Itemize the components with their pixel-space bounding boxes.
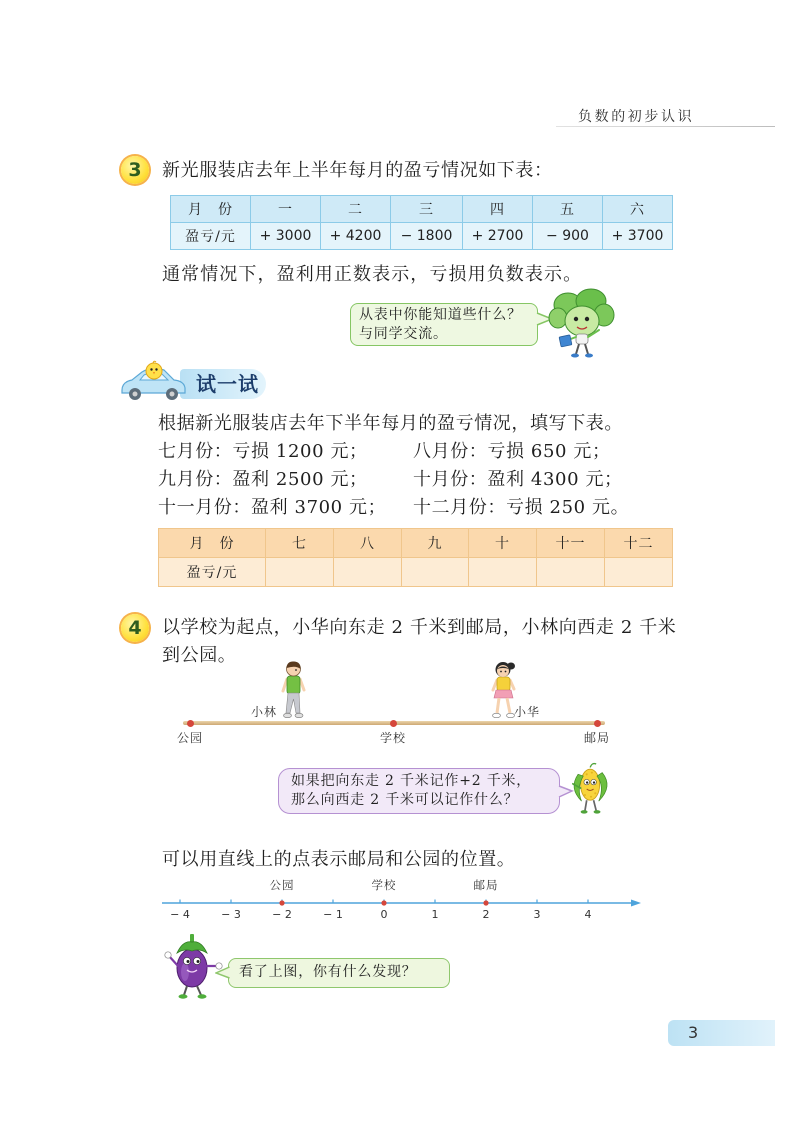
month-cell: 十二 xyxy=(605,529,673,558)
fact-november: 十一月份：盈利 3700 元； xyxy=(158,497,387,518)
first-half-profit-table xyxy=(170,195,673,250)
month-cell: 十一 xyxy=(537,529,605,558)
number-line-tick-label: − 1 xyxy=(323,908,343,921)
value-cell: + 2700 xyxy=(463,223,533,250)
post-office-point xyxy=(594,720,601,727)
month-cell: 六 xyxy=(603,196,673,223)
month-cell: 二 xyxy=(321,196,391,223)
number-line-point-label: 学校 xyxy=(371,878,397,892)
fact-july: 七月份：亏损 1200 元； xyxy=(158,441,368,462)
table-row xyxy=(171,196,673,223)
number-line-point xyxy=(279,900,284,905)
fact-october: 十月份：盈利 4300 元； xyxy=(413,469,623,490)
bubble-line: 从表中你能知道些什么？ xyxy=(359,307,522,323)
number-line-tick-label: − 2 xyxy=(272,908,292,921)
fact-september: 九月份：盈利 2500 元； xyxy=(158,469,368,490)
fact-december: 十二月份：亏损 250 元。 xyxy=(413,497,630,518)
discussion-bubble xyxy=(350,303,538,346)
number-line-point-label: 邮局 xyxy=(473,878,499,892)
car-chick-icon xyxy=(116,360,190,404)
number-line-arrow xyxy=(631,900,641,907)
value-header-cell: 盈亏/元 xyxy=(171,223,251,250)
number-line-tick-label: 4 xyxy=(584,908,592,921)
number-line-tick-label: 0 xyxy=(380,908,388,921)
table-row xyxy=(159,558,673,587)
value-cell: − 1800 xyxy=(391,223,463,250)
month-cell: 十 xyxy=(469,529,537,558)
value-cell: + 3000 xyxy=(251,223,321,250)
month-cell: 七 xyxy=(266,529,334,558)
month-cell: 五 xyxy=(533,196,603,223)
finding-bubble: 看了上图，你有什么发现？ xyxy=(228,958,450,988)
park-point xyxy=(187,720,194,727)
month-cell: 一 xyxy=(251,196,321,223)
empty-value-cell xyxy=(402,558,469,587)
example-4-text-line: 以学校为起点，小华向东走 2 千米到邮局，小林向西走 2 千米 xyxy=(162,617,677,638)
empty-value-cell xyxy=(605,558,673,587)
person-label-xiaolin: 小林 xyxy=(250,705,277,719)
month-cell: 九 xyxy=(402,529,469,558)
value-cell: − 900 xyxy=(533,223,603,250)
example-3-badge: 3 xyxy=(121,156,149,184)
number-line-tick-label: − 3 xyxy=(221,908,241,921)
number-line-intro: 可以用直线上的点表示邮局和公园的位置。 xyxy=(162,849,516,870)
value-cell: + 3700 xyxy=(603,223,673,250)
try-it-title: 试一试 xyxy=(196,372,259,396)
empty-value-cell xyxy=(469,558,537,587)
person-label-xiaohua: 小华 xyxy=(513,705,540,719)
empty-value-cell xyxy=(334,558,402,587)
value-header-cell: 盈亏/元 xyxy=(159,558,266,587)
example-3-intro: 新光服装店去年上半年每月的盈亏情况如下表： xyxy=(162,160,553,181)
bubble-line: 与同学交流。 xyxy=(359,326,448,342)
table-row xyxy=(171,223,673,250)
eggplant-character-icon xyxy=(160,926,228,1000)
bubble-tail xyxy=(215,965,231,981)
chapter-title: 负数的初步认识 xyxy=(578,109,695,125)
page-number-tab xyxy=(668,1020,775,1046)
month-cell: 四 xyxy=(463,196,533,223)
empty-value-cell xyxy=(537,558,605,587)
place-label-post-office: 邮局 xyxy=(583,731,610,745)
school-point xyxy=(390,720,397,727)
place-label-school: 学校 xyxy=(379,731,406,745)
month-header-cell: 月 份 xyxy=(171,196,251,223)
number-line xyxy=(150,868,650,924)
number-line-point xyxy=(483,900,488,905)
place-label-park: 公园 xyxy=(176,731,203,745)
month-cell: 三 xyxy=(391,196,463,223)
fact-august: 八月份：亏损 650 元； xyxy=(413,441,611,462)
number-line-tick-label: 2 xyxy=(482,908,490,921)
try-it-instruction: 根据新光服装店去年下半年每月的盈亏情况，填写下表。 xyxy=(158,413,623,434)
number-line-tick-label: 3 xyxy=(533,908,541,921)
number-line-tick-label: 1 xyxy=(431,908,439,921)
example-4-badge: 4 xyxy=(121,614,149,642)
question-bubble xyxy=(278,768,560,814)
example-3-note: 通常情况下，盈利用正数表示，亏损用负数表示。 xyxy=(162,264,583,285)
table-row xyxy=(159,529,673,558)
page-number: 3 xyxy=(688,1023,699,1042)
month-cell: 八 xyxy=(334,529,402,558)
number-line-tick-label: − 4 xyxy=(170,908,190,921)
example-4-text-line: 到公园。 xyxy=(162,645,237,666)
number-line-point-label: 公园 xyxy=(269,878,295,892)
bubble-line: 如果把向东走 2 千米记作+2 千米， xyxy=(291,773,532,789)
number-line-point xyxy=(381,900,386,905)
bubble-line: 那么向西走 2 千米可以记作什么？ xyxy=(291,792,519,808)
empty-value-cell xyxy=(266,558,334,587)
cabbage-character-icon xyxy=(546,287,616,359)
month-header-cell: 月 份 xyxy=(159,529,266,558)
header-rule xyxy=(556,126,775,127)
second-half-profit-table xyxy=(158,528,673,587)
corn-character-icon xyxy=(566,758,616,820)
value-cell: + 4200 xyxy=(321,223,391,250)
